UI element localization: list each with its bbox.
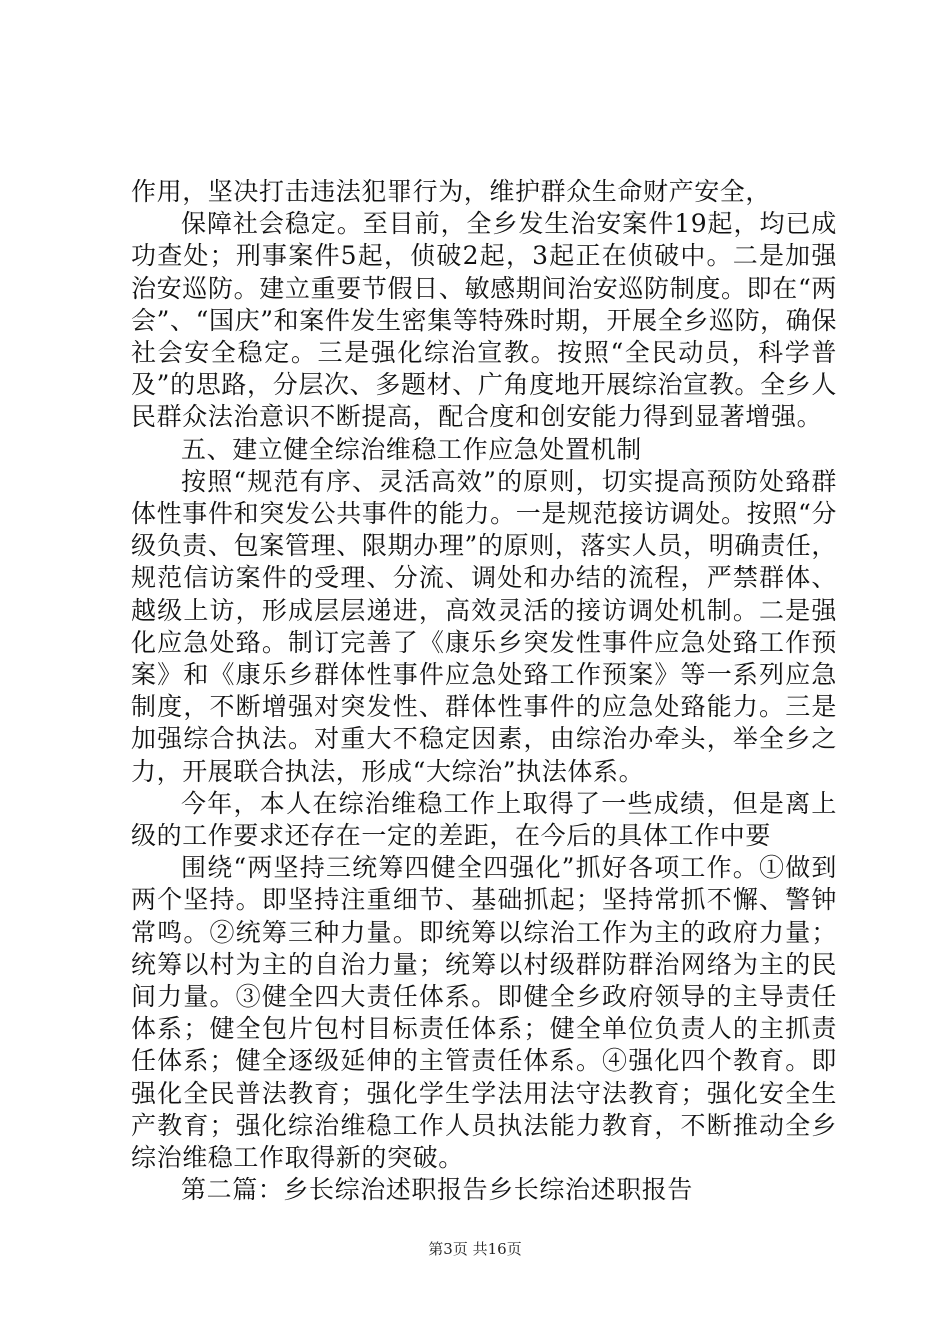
chapter-heading: 第二篇：乡长综治述职报告乡长综治述职报告 bbox=[181, 1175, 694, 1205]
paragraph: 按照“规范有序、灵活高效”的原则，切实提高预防处臵群体性事件和突发公共事件的能力。一是规范接访调处。按照“分级负责、包案管理、限期办理”的原则，落实人员，明确责任，规范信访案件的受理、分流、调处和办结的流程，严禁群体、越级上访，形成层层递进，高效灵活的接访调处机制。二是强化应急处臵。制订完善了《康乐乡突发性事件应急处臵工作预案》和《康乐乡群体性事件应急处臵工作预案》等一系列应急制度，不断增强对突发性、群体性事件的应急处臵能力。三是加强综合执法。对重大不稳定因素，由综治办牵头，举全乡之力，开展联合执法，形成“大综治”执法体系。 bbox=[131, 466, 837, 786]
paragraph: 围绕“两坚持三统筹四健全四强化”抓好各项工作。①做到两个坚持。即坚持注重细节、基础抓起；坚持常抓不懈、警钟常鸣。②统筹三种力量。即统筹以综治工作为主的政府力量；统筹以村为主的自治力量；统筹以村级群防群治网络为主的民间力量。③健全四大责任体系。即健全乡政府领导的主导责任体系；健全包片包村目标责任体系；健全单位负责人的主抓责任体系；健全逐级延伸的主管责任体系。④强化四个教育。即强化全民普法教育；强化学生学法用法守法教育；强化安全生产教育；强化综治维稳工作人员执法能力教育，不断推动全乡综治维稳工作取得新的突破。 bbox=[131, 853, 837, 1173]
section-heading: 五、建立健全综治维稳工作应急处置机制 bbox=[181, 434, 642, 464]
paragraph: 作用，坚决打击违法犯罪行为，维护群众生命财产安全， bbox=[131, 177, 772, 206]
paragraph: 保障社会稳定。至目前，全乡发生治安案件19起，均已成功查处；刑事案件5起，侦破2起，3起正在侦破中。二是加强治安巡防。建立重要节假日、敏感期间治安巡防制度。即在“两会”、“国庆”和案件发生密集等特殊时期，开展全乡巡防，确保社会安全稳定。三是强化综治宣教。按照“全民动员，科学普及”的思路，分层次、多题材、广角度地开展综治宣教。全乡人民群众法治意识不断提高，配合度和创安能力得到显著增强。 bbox=[131, 209, 837, 432]
body-text bbox=[131, 176, 837, 1207]
page-footer: 第3页 共16页 bbox=[428, 1240, 522, 1258]
paragraph: 今年，本人在综治维稳工作上取得了一些成绩，但是离上级的工作要求还存在一定的差距，在今后的具体工作中要 bbox=[131, 788, 837, 851]
